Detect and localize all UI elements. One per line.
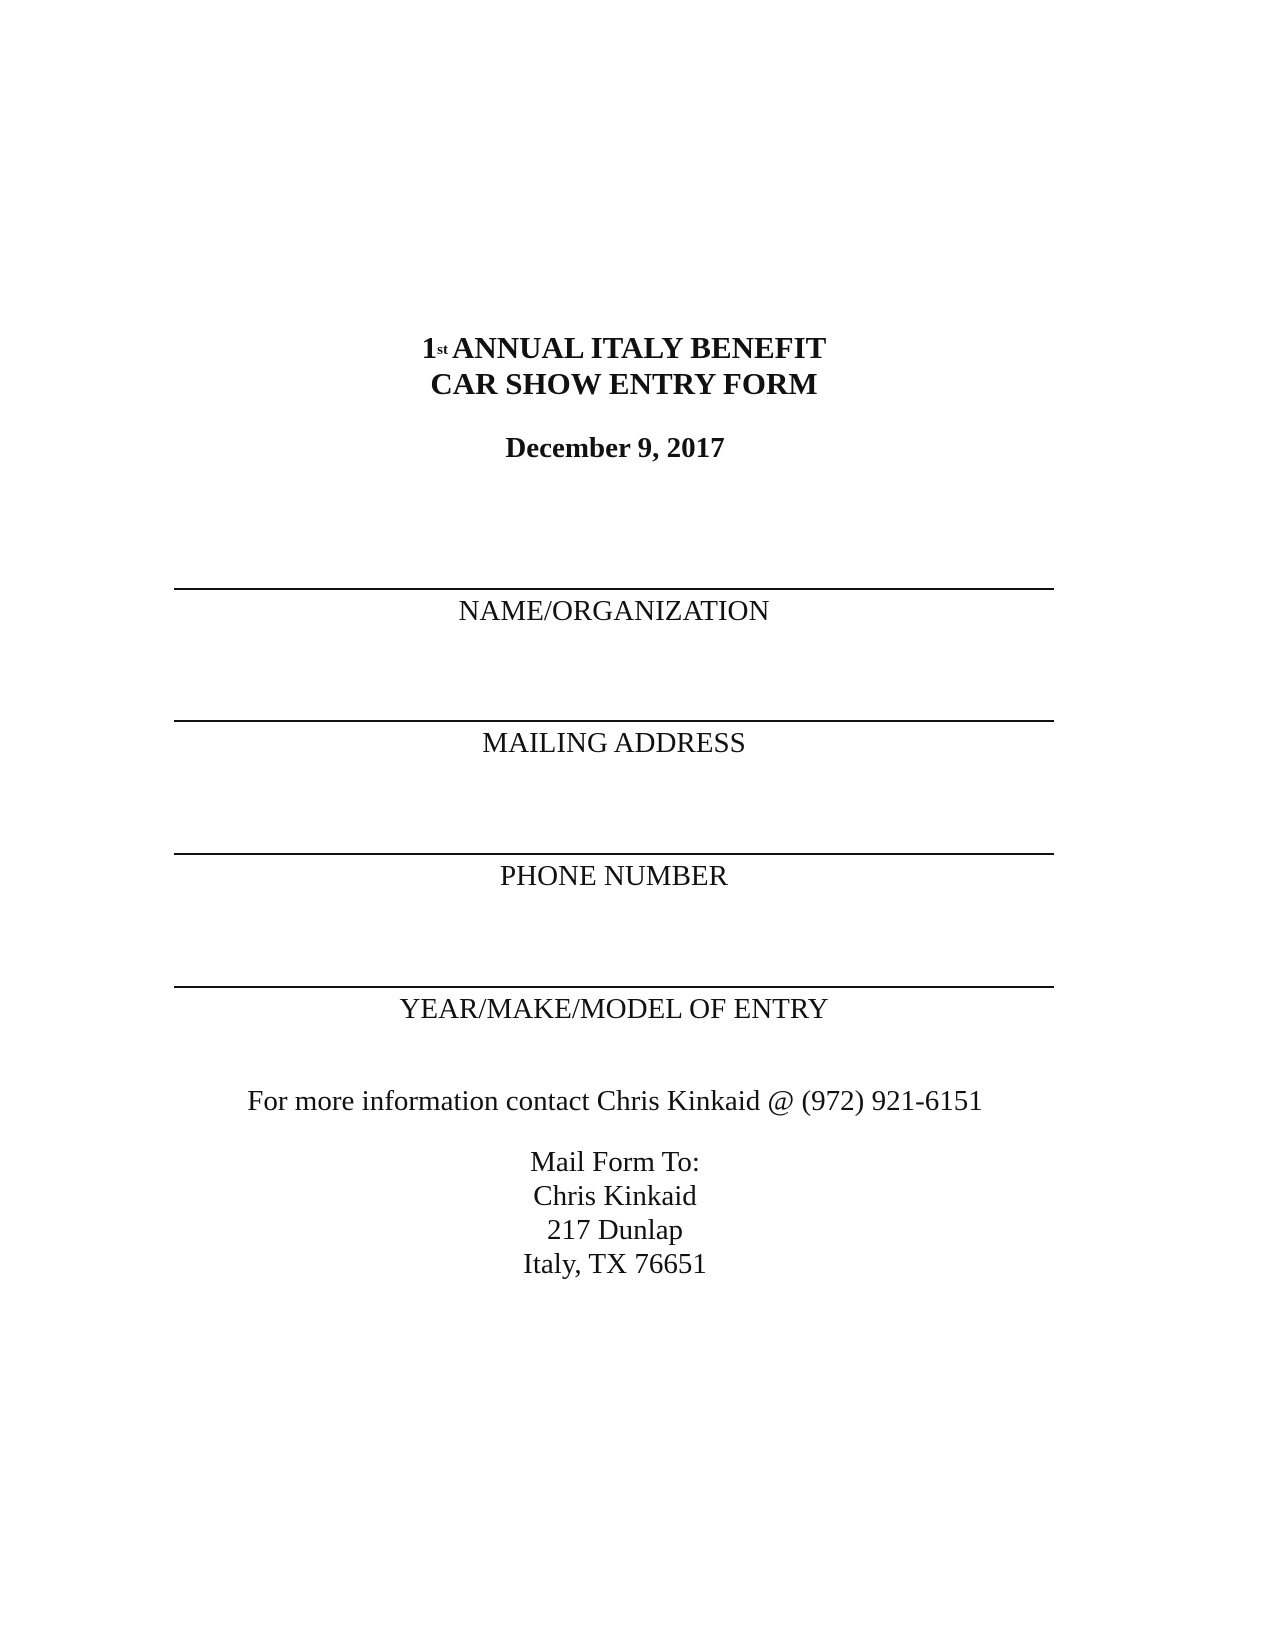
year-make-model-field[interactable] [174, 986, 1054, 1026]
event-date: December 9, 2017 [505, 432, 725, 464]
year-make-model-label: YEAR/MAKE/MODEL OF ENTRY [399, 993, 829, 1025]
mailing-address-label: MAILING ADDRESS [482, 727, 746, 759]
name-organization-field[interactable] [174, 588, 1054, 628]
phone-number-field[interactable] [174, 853, 1054, 893]
name-organization-label: NAME/ORGANIZATION [458, 595, 770, 627]
phone-number-blank-line[interactable] [174, 853, 1054, 855]
title-ordinal-suffix: st [437, 342, 448, 358]
title-line-1-text: ANNUAL ITALY BENEFIT [451, 330, 827, 365]
mail-street: 217 Dunlap [546, 1214, 684, 1246]
mailing-address-blank-line[interactable] [174, 720, 1054, 722]
phone-number-label: PHONE NUMBER [500, 860, 728, 892]
name-organization-blank-line[interactable] [174, 588, 1054, 590]
mail-name: Chris Kinkaid [533, 1180, 697, 1212]
title-line-2: CAR SHOW ENTRY FORM [430, 366, 818, 401]
mailing-address-field[interactable] [174, 720, 1054, 760]
mail-to-address [0, 1145, 1248, 1281]
title-line-1 [0, 330, 1266, 366]
form-title [0, 330, 1266, 402]
contact-info: For more information contact Chris Kinkaid @ (972) 921-6151 [247, 1085, 983, 1117]
year-make-model-blank-line[interactable] [174, 986, 1054, 988]
mail-city-state-zip: Italy, TX 76651 [523, 1248, 707, 1280]
mail-heading: Mail Form To: [530, 1146, 700, 1178]
title-ordinal-number: 1 [421, 330, 438, 365]
